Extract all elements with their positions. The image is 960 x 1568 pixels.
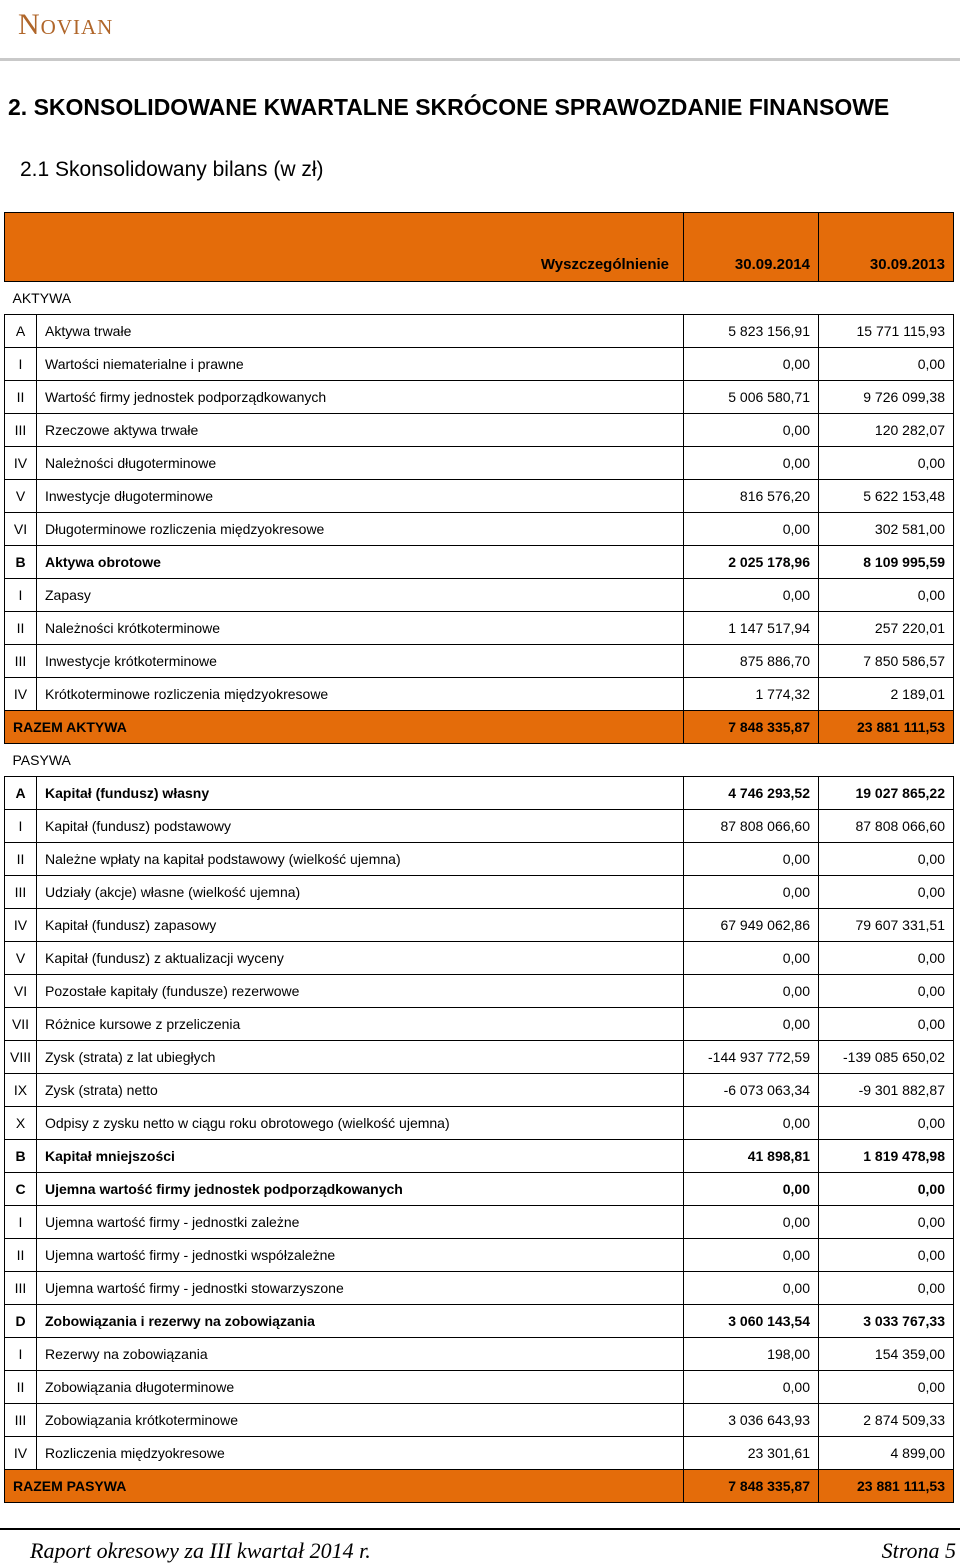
row-name: Zobowiązania krótkoterminowe — [37, 1404, 684, 1437]
row-name: Ujemna wartość firmy - jednostki współzależne — [37, 1239, 684, 1272]
row-value-2013: 8 109 995,59 — [819, 546, 954, 579]
row-code: IX — [5, 1074, 37, 1107]
row-code: III — [5, 1272, 37, 1305]
footer-page-number: Strona 5 — [881, 1538, 956, 1563]
table-row — [5, 1239, 954, 1272]
row-value-2014: 0,00 — [684, 513, 819, 546]
row-value-2014: 0,00 — [684, 876, 819, 909]
row-name: Wartość firmy jednostek podporządkowanych — [37, 381, 684, 414]
row-code: II — [5, 843, 37, 876]
row-name: Zobowiązania długoterminowe — [37, 1371, 684, 1404]
row-code: III — [5, 876, 37, 909]
header-col-2013: 30.09.2013 — [819, 213, 954, 282]
table-row — [5, 1074, 954, 1107]
row-code: I — [5, 810, 37, 843]
row-value-2014: 87 808 066,60 — [684, 810, 819, 843]
row-value-2014: 5 006 580,71 — [684, 381, 819, 414]
row-code: III — [5, 414, 37, 447]
table-row — [5, 1338, 954, 1371]
row-value-2013: 2 189,01 — [819, 678, 954, 711]
row-name: Kapitał (fundusz) własny — [37, 777, 684, 810]
row-name: Kapitał (fundusz) zapasowy — [37, 909, 684, 942]
row-code: VI — [5, 975, 37, 1008]
row-value-2013: 79 607 331,51 — [819, 909, 954, 942]
row-code: IV — [5, 1437, 37, 1470]
row-code: VII — [5, 1008, 37, 1041]
row-code: I — [5, 1338, 37, 1371]
row-value-2013: 19 027 865,22 — [819, 777, 954, 810]
table-header-row — [5, 213, 954, 282]
row-value-2013: 87 808 066,60 — [819, 810, 954, 843]
row-code: V — [5, 480, 37, 513]
table-row — [5, 1404, 954, 1437]
table-row — [5, 1206, 954, 1239]
row-code: B — [5, 546, 37, 579]
header-label: Wyszczególnienie — [37, 213, 684, 282]
table-row — [5, 315, 954, 348]
row-code: A — [5, 777, 37, 810]
assets-total-row — [5, 711, 954, 744]
table-row — [5, 513, 954, 546]
row-code: IV — [5, 447, 37, 480]
assets-section — [5, 282, 954, 315]
footer-report-title: Raport okresowy za III kwartał 2014 r. — [30, 1538, 371, 1563]
row-value-2013: 0,00 — [819, 1173, 954, 1206]
row-value-2014: 0,00 — [684, 348, 819, 381]
row-name: Zysk (strata) z lat ubiegłych — [37, 1041, 684, 1074]
row-value-2014: 0,00 — [684, 1173, 819, 1206]
table-row — [5, 579, 954, 612]
row-code: III — [5, 645, 37, 678]
row-value-2013: 0,00 — [819, 1371, 954, 1404]
row-name: Rozliczenia międzyokresowe — [37, 1437, 684, 1470]
row-value-2014: 0,00 — [684, 1239, 819, 1272]
row-code: II — [5, 1371, 37, 1404]
table-row — [5, 1107, 954, 1140]
row-name: Pozostałe kapitały (fundusze) rezerwowe — [37, 975, 684, 1008]
row-name: Aktywa trwałe — [37, 315, 684, 348]
row-name: Aktywa obrotowe — [37, 546, 684, 579]
row-name: Należne wpłaty na kapitał podstawowy (wielkość ujemna) — [37, 843, 684, 876]
row-name: Udziały (akcje) własne (wielkość ujemna) — [37, 876, 684, 909]
row-value-2013: 0,00 — [819, 942, 954, 975]
row-value-2014: 2 025 178,96 — [684, 546, 819, 579]
table-row — [5, 447, 954, 480]
table-row — [5, 975, 954, 1008]
liabilities-total-row-value-2013: 23 881 111,53 — [819, 1470, 954, 1503]
table-row — [5, 645, 954, 678]
subsection-heading: 2.1 Skonsolidowany bilans (w zł) — [20, 158, 324, 181]
row-code: D — [5, 1305, 37, 1338]
row-code: I — [5, 1206, 37, 1239]
table-row — [5, 678, 954, 711]
row-name: Zapasy — [37, 579, 684, 612]
table-row — [5, 810, 954, 843]
row-value-2014: 0,00 — [684, 1107, 819, 1140]
row-value-2013: 3 033 767,33 — [819, 1305, 954, 1338]
header-col-2014: 30.09.2014 — [684, 213, 819, 282]
row-code: V — [5, 942, 37, 975]
row-value-2014: 23 301,61 — [684, 1437, 819, 1470]
row-value-2013: 2 874 509,33 — [819, 1404, 954, 1437]
liabilities-section-label: PASYWA — [12, 752, 71, 768]
table-row — [5, 1173, 954, 1206]
row-value-2013: 4 899,00 — [819, 1437, 954, 1470]
balance-sheet-table — [4, 212, 954, 1503]
table-row — [5, 1008, 954, 1041]
row-name: Należności długoterminowe — [37, 447, 684, 480]
row-value-2014: 0,00 — [684, 1272, 819, 1305]
table-row — [5, 843, 954, 876]
row-value-2014: 875 886,70 — [684, 645, 819, 678]
row-value-2014: 0,00 — [684, 843, 819, 876]
row-value-2014: 1 774,32 — [684, 678, 819, 711]
assets-total-row-value-2013: 23 881 111,53 — [819, 711, 954, 744]
table-row — [5, 1140, 954, 1173]
row-code: I — [5, 348, 37, 381]
table-row — [5, 1041, 954, 1074]
row-code: II — [5, 1239, 37, 1272]
table-row — [5, 1272, 954, 1305]
row-code: I — [5, 579, 37, 612]
row-value-2014: 0,00 — [684, 414, 819, 447]
row-value-2013: -139 085 650,02 — [819, 1041, 954, 1074]
row-value-2013: 0,00 — [819, 975, 954, 1008]
assets-total-row-label: RAZEM AKTYWA — [5, 711, 684, 744]
row-value-2014: 0,00 — [684, 975, 819, 1008]
row-value-2013: 0,00 — [819, 579, 954, 612]
row-value-2014: 0,00 — [684, 579, 819, 612]
footer-divider — [0, 1528, 960, 1530]
row-name: Kapitał (fundusz) z aktualizacji wyceny — [37, 942, 684, 975]
row-code: III — [5, 1404, 37, 1437]
row-name: Kapitał (fundusz) podstawowy — [37, 810, 684, 843]
row-name: Inwestycje krótkoterminowe — [37, 645, 684, 678]
row-code: C — [5, 1173, 37, 1206]
row-code: X — [5, 1107, 37, 1140]
row-code: IV — [5, 909, 37, 942]
row-name: Kapitał mniejszości — [37, 1140, 684, 1173]
row-name: Należności krótkoterminowe — [37, 612, 684, 645]
row-value-2013: 0,00 — [819, 1107, 954, 1140]
row-name: Inwestycje długoterminowe — [37, 480, 684, 513]
table-row — [5, 414, 954, 447]
row-value-2013: 257 220,01 — [819, 612, 954, 645]
row-value-2014: 0,00 — [684, 1371, 819, 1404]
assets-section-label: AKTYWA — [12, 290, 72, 306]
row-value-2013: 0,00 — [819, 843, 954, 876]
liabilities-total-row-label: RAZEM PASYWA — [5, 1470, 684, 1503]
table-row — [5, 942, 954, 975]
row-value-2013: 7 850 586,57 — [819, 645, 954, 678]
row-value-2013: 120 282,07 — [819, 414, 954, 447]
row-code: VIII — [5, 1041, 37, 1074]
row-code: II — [5, 612, 37, 645]
row-name: Ujemna wartość firmy jednostek podporządkowanych — [37, 1173, 684, 1206]
row-value-2013: 0,00 — [819, 1239, 954, 1272]
row-name: Zobowiązania i rezerwy na zobowiązania — [37, 1305, 684, 1338]
row-value-2014: 1 147 517,94 — [684, 612, 819, 645]
row-name: Rzeczowe aktywa trwałe — [37, 414, 684, 447]
row-value-2014: 3 060 143,54 — [684, 1305, 819, 1338]
row-value-2013: 15 771 115,93 — [819, 315, 954, 348]
table-row — [5, 1437, 954, 1470]
row-value-2014: 5 823 156,91 — [684, 315, 819, 348]
row-value-2014: 4 746 293,52 — [684, 777, 819, 810]
row-name: Zysk (strata) netto — [37, 1074, 684, 1107]
row-value-2014: 67 949 062,86 — [684, 909, 819, 942]
header-divider — [0, 58, 960, 61]
liabilities-section — [5, 744, 954, 777]
row-value-2013: 0,00 — [819, 1206, 954, 1239]
row-name: Długoterminowe rozliczenia międzyokresowe — [37, 513, 684, 546]
row-value-2013: 0,00 — [819, 447, 954, 480]
row-name: Wartości niematerialne i prawne — [37, 348, 684, 381]
row-value-2014: -6 073 063,34 — [684, 1074, 819, 1107]
row-value-2014: 0,00 — [684, 1008, 819, 1041]
assets-total-row-value-2014: 7 848 335,87 — [684, 711, 819, 744]
row-value-2013: 0,00 — [819, 348, 954, 381]
row-value-2013: 0,00 — [819, 876, 954, 909]
row-code: VI — [5, 513, 37, 546]
liabilities-total-row — [5, 1470, 954, 1503]
row-code: A — [5, 315, 37, 348]
row-code: B — [5, 1140, 37, 1173]
row-value-2014: 0,00 — [684, 1206, 819, 1239]
section-heading: 2. SKONSOLIDOWANE KWARTALNE SKRÓCONE SPRAWOZDANIE FINANSOWE — [8, 94, 890, 120]
table-row — [5, 612, 954, 645]
row-value-2013: 0,00 — [819, 1008, 954, 1041]
liabilities-total-row-value-2014: 7 848 335,87 — [684, 1470, 819, 1503]
row-name: Odpisy z zysku netto w ciągu roku obrotowego (wielkość ujemna) — [37, 1107, 684, 1140]
row-value-2013: 1 819 478,98 — [819, 1140, 954, 1173]
table-row — [5, 876, 954, 909]
table-row — [5, 381, 954, 414]
row-code: IV — [5, 678, 37, 711]
company-logo: Novian — [18, 8, 114, 41]
row-value-2013: 9 726 099,38 — [819, 381, 954, 414]
table-row — [5, 1371, 954, 1404]
row-value-2014: 0,00 — [684, 942, 819, 975]
row-value-2014: 0,00 — [684, 447, 819, 480]
row-value-2014: 41 898,81 — [684, 1140, 819, 1173]
table-row — [5, 777, 954, 810]
row-name: Różnice kursowe z przeliczenia — [37, 1008, 684, 1041]
table-row — [5, 909, 954, 942]
row-value-2014: 816 576,20 — [684, 480, 819, 513]
table-row — [5, 480, 954, 513]
row-value-2013: 302 581,00 — [819, 513, 954, 546]
row-name: Ujemna wartość firmy - jednostki zależne — [37, 1206, 684, 1239]
row-name: Rezerwy na zobowiązania — [37, 1338, 684, 1371]
row-value-2014: -144 937 772,59 — [684, 1041, 819, 1074]
row-value-2013: 0,00 — [819, 1272, 954, 1305]
row-value-2014: 198,00 — [684, 1338, 819, 1371]
table-row — [5, 348, 954, 381]
row-value-2013: 154 359,00 — [819, 1338, 954, 1371]
table-row — [5, 546, 954, 579]
row-value-2014: 3 036 643,93 — [684, 1404, 819, 1437]
row-value-2013: -9 301 882,87 — [819, 1074, 954, 1107]
table-row — [5, 1305, 954, 1338]
header-blank-cell — [5, 213, 37, 282]
row-code: II — [5, 381, 37, 414]
row-name: Krótkoterminowe rozliczenia międzyokresowe — [37, 678, 684, 711]
row-value-2013: 5 622 153,48 — [819, 480, 954, 513]
row-name: Ujemna wartość firmy - jednostki stowarzyszone — [37, 1272, 684, 1305]
